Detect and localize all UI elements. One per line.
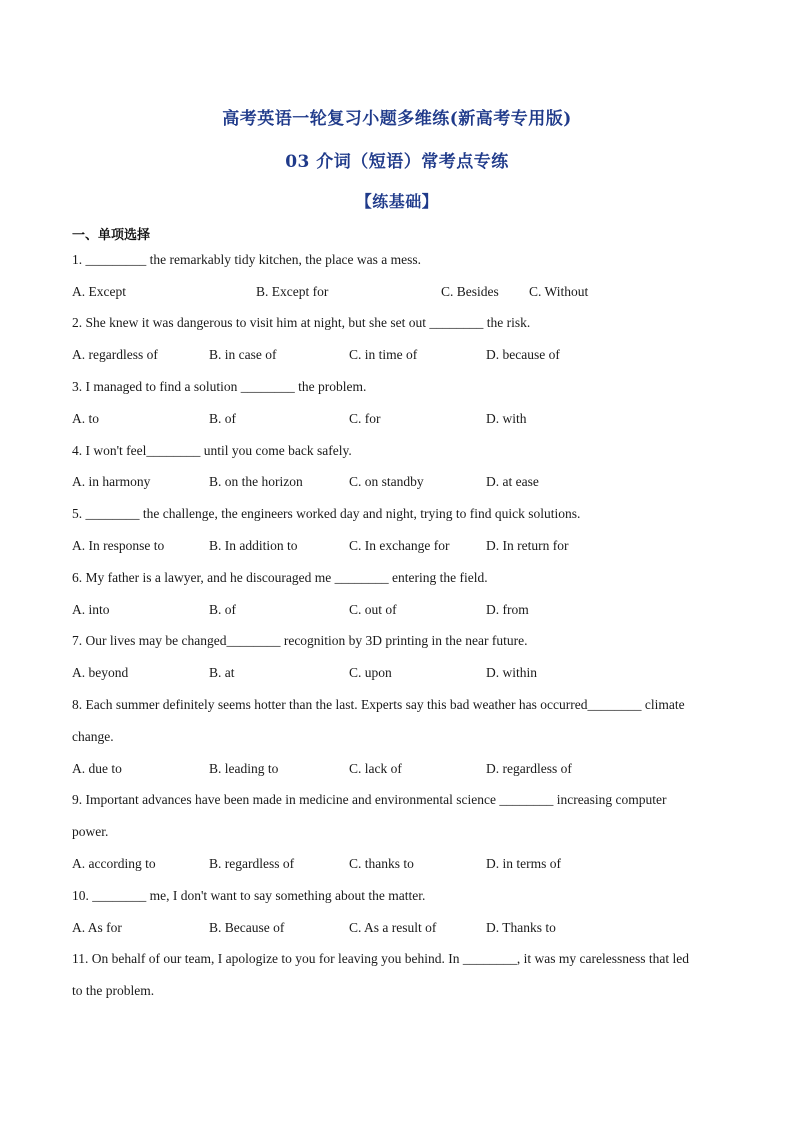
option-b[interactable]: B. of (209, 411, 236, 426)
question-11-text: 11. On behalf of our team, I apologize to you for leaving you behind. In ________, it was my carelessness that led (72, 951, 689, 966)
option-d[interactable]: D. with (486, 411, 527, 426)
option-b[interactable]: B. on the horizon (209, 474, 303, 489)
option-b[interactable]: B. Except for (256, 284, 329, 299)
option-c[interactable]: C. thanks to (349, 856, 414, 871)
option-c[interactable]: C. on standby (349, 474, 424, 489)
option-c[interactable]: C. out of (349, 602, 397, 617)
option-b[interactable]: B. leading to (209, 761, 279, 776)
option-a[interactable]: A. in harmony (72, 474, 151, 489)
option-d[interactable]: D. Thanks to (486, 920, 556, 935)
option-a[interactable]: A. Except (72, 284, 126, 299)
option-d[interactable]: D. regardless of (486, 761, 572, 776)
option-b[interactable]: B. regardless of (209, 856, 295, 871)
option-a[interactable]: A. As for (72, 920, 122, 935)
section-tag: 【练基础】 (355, 192, 439, 211)
question-3-text: 3. I managed to find a solution ________ the problem. (72, 379, 367, 394)
question-7-text: 7. Our lives may be changed________ recognition by 3D printing in the near future. (72, 633, 528, 648)
question-10-options (72, 919, 722, 937)
option-c[interactable]: C. Besides (441, 284, 499, 299)
option-c[interactable]: C. in time of (349, 347, 418, 362)
document-title: 高考英语一轮复习小题多维练(新高考专用版) (222, 109, 572, 129)
document-subtitle: 03 介词（短语）常考点专练 (285, 152, 509, 172)
option-d[interactable]: D. In return for (486, 538, 569, 553)
option-b[interactable]: B. Because of (209, 920, 285, 935)
option-a[interactable]: A. In response to (72, 538, 165, 553)
option-a[interactable]: A. due to (72, 761, 122, 776)
question-1-text: 1. _________ the remarkably tidy kitchen, the place was a mess. (72, 252, 422, 267)
question-9-text-cont: power. (72, 824, 109, 839)
question-10-text: 10. ________ me, I don't want to say something about the matter. (72, 888, 426, 903)
option-b[interactable]: B. at (209, 665, 235, 680)
question-1-options (72, 283, 722, 301)
option-d[interactable]: D. within (486, 665, 538, 680)
option-c[interactable]: C. As a result of (349, 920, 437, 935)
option-c[interactable]: C. for (349, 411, 381, 426)
option-d[interactable]: C. Without (529, 284, 589, 299)
question-9-text: 9. Important advances have been made in medicine and environmental science ________ increasing computer (72, 792, 667, 807)
question-5-text: 5. ________ the challenge, the engineers worked day and night, trying to find quick solutions. (72, 506, 581, 521)
question-4-options (72, 473, 722, 491)
option-c[interactable]: C. upon (349, 665, 392, 680)
question-4-text: 4. I won't feel________ until you come back safely. (72, 443, 352, 458)
option-a[interactable]: A. beyond (72, 665, 129, 680)
question-7-options (72, 664, 722, 682)
option-a[interactable]: A. regardless of (72, 347, 158, 362)
option-a[interactable]: A. to (72, 411, 99, 426)
option-d[interactable]: D. in terms of (486, 856, 561, 871)
option-d[interactable]: D. from (486, 602, 529, 617)
question-2-options (72, 346, 722, 364)
question-8-text: 8. Each summer definitely seems hotter than the last. Experts say this bad weather has occurred________ climate (72, 697, 685, 712)
option-d[interactable]: D. at ease (486, 474, 539, 489)
option-b[interactable]: B. of (209, 602, 236, 617)
option-a[interactable]: A. according to (72, 856, 156, 871)
question-9-options (72, 855, 722, 873)
question-3-options (72, 410, 722, 428)
option-b[interactable]: B. In addition to (209, 538, 298, 553)
question-2-text: 2. She knew it was dangerous to visit him at night, but she set out ________ the risk. (72, 315, 531, 330)
option-a[interactable]: A. into (72, 602, 110, 617)
question-8-text-cont: change. (72, 729, 114, 744)
option-c[interactable]: C. lack of (349, 761, 402, 776)
question-5-options (72, 537, 722, 555)
option-b[interactable]: B. in case of (209, 347, 277, 362)
option-c[interactable]: C. In exchange for (349, 538, 450, 553)
question-6-options (72, 601, 722, 619)
question-6-text: 6. My father is a lawyer, and he discouraged me ________ entering the field. (72, 570, 488, 585)
section-heading: 一、单项选择 (72, 228, 151, 243)
option-d[interactable]: D. because of (486, 347, 560, 362)
question-11-text-cont: to the problem. (72, 983, 155, 998)
question-8-options (72, 760, 722, 778)
